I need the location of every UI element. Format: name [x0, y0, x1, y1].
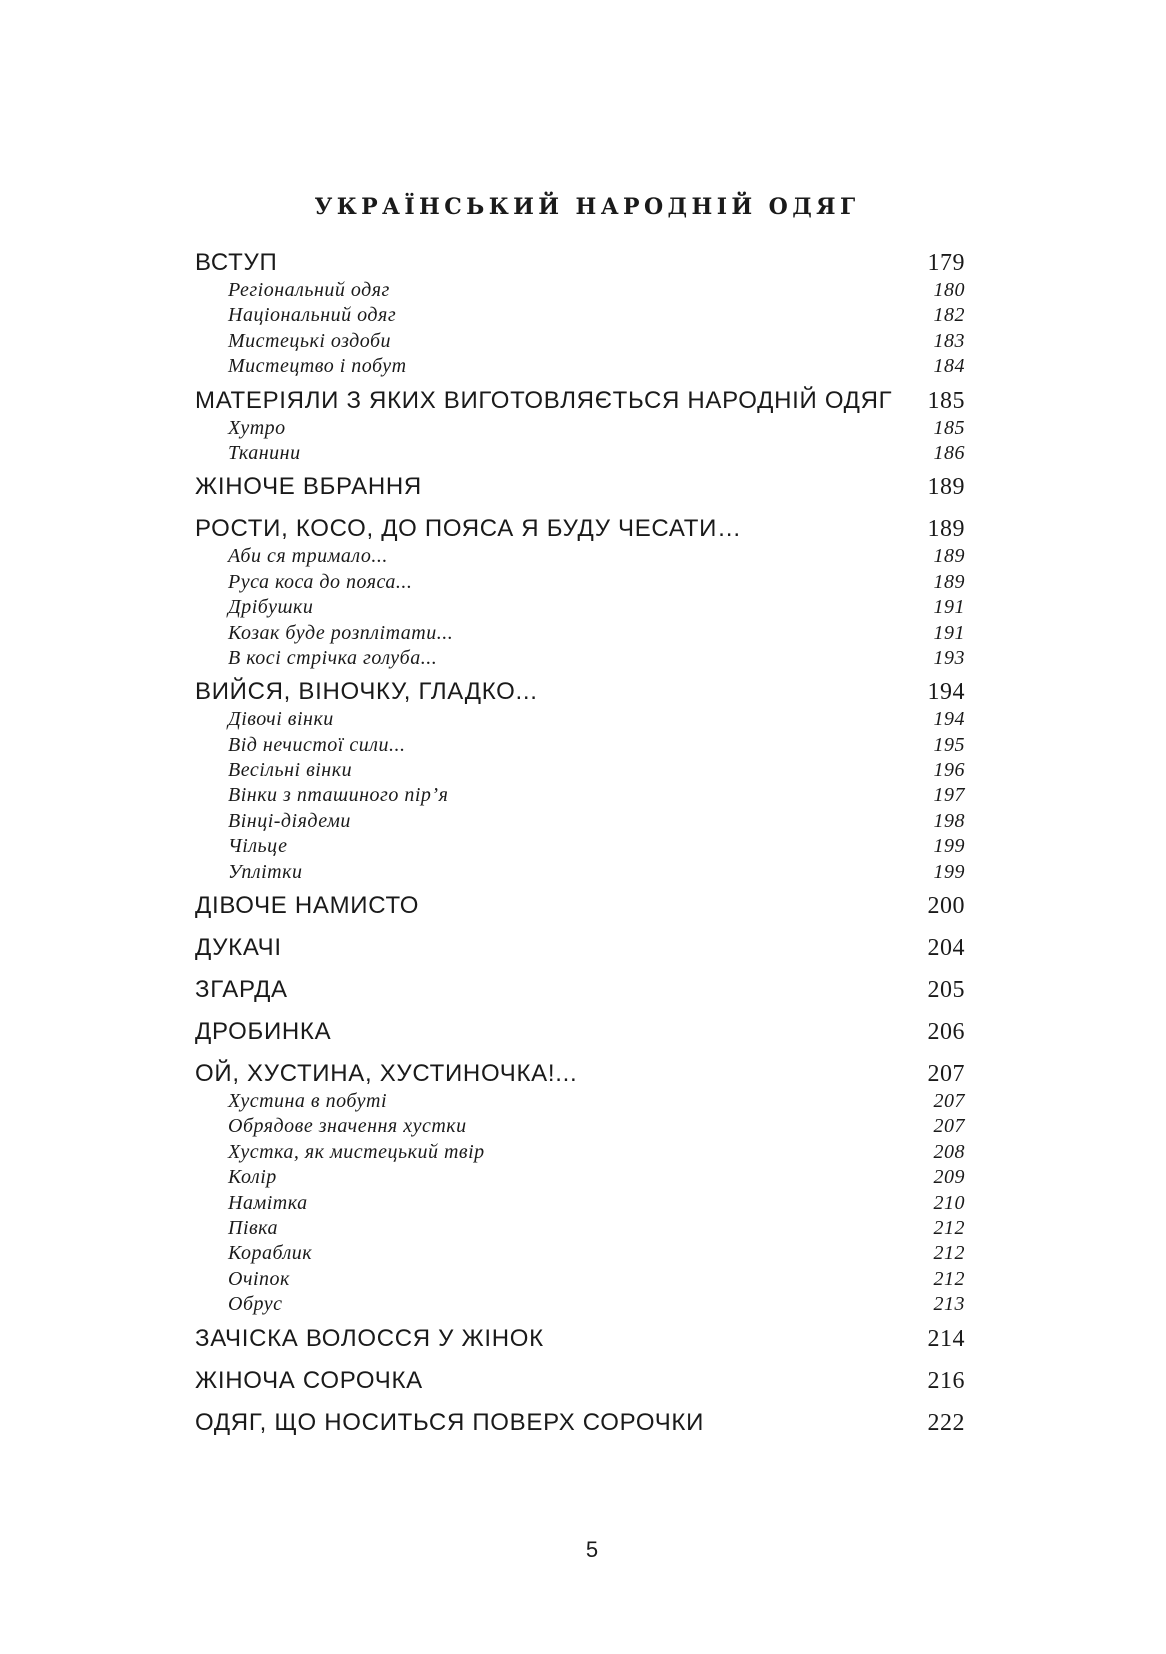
toc-section — [195, 677, 965, 885]
toc-section-title: РОСТИ, КОСО, ДО ПОЯСА Я БУДУ ЧЕСАТИ… — [195, 515, 742, 543]
toc-section-page: 222 — [927, 1409, 965, 1436]
toc-section-page: 206 — [927, 1019, 965, 1046]
toc-section-page: 216 — [927, 1367, 965, 1394]
toc-subsection-row[interactable] — [195, 1241, 965, 1266]
toc-subsection-title: Від нечистої сили... — [228, 733, 406, 756]
toc-subsection-page: 196 — [933, 759, 965, 782]
toc-subsection-row[interactable] — [195, 544, 965, 569]
toc-subsection-title: Колір — [228, 1166, 277, 1189]
toc-subsection-title: Регіональний одяг — [228, 279, 390, 301]
toc-subsection-row[interactable] — [195, 1267, 965, 1292]
toc-subsection-page: 212 — [933, 1216, 965, 1239]
toc-subsection-title: Козак буде розплітати... — [228, 621, 454, 644]
toc-subsection-row[interactable] — [195, 834, 965, 859]
toc-subsection-title: Кораблик — [228, 1242, 313, 1265]
toc-subsection-row[interactable] — [195, 758, 965, 783]
toc-section-row[interactable] — [195, 1408, 965, 1438]
table-of-contents — [195, 248, 965, 1438]
toc-subsection-page: 189 — [933, 545, 965, 568]
toc-subsection-row[interactable] — [195, 570, 965, 595]
toc-subsection-row[interactable] — [195, 621, 965, 646]
toc-subsection-row[interactable] — [195, 809, 965, 834]
toc-subsection-page: 207 — [933, 1090, 965, 1113]
toc-subsection-page: 189 — [933, 570, 965, 593]
toc-subsection-page: 185 — [933, 416, 965, 439]
toc-section-page: 189 — [927, 516, 965, 543]
toc-section-page: 179 — [927, 250, 965, 276]
toc-subsection-title: Обрядове значення хустки — [228, 1115, 467, 1138]
toc-section — [195, 1366, 965, 1396]
toc-section — [195, 891, 965, 921]
toc-subsection-row[interactable] — [195, 1165, 965, 1190]
toc-subsection-page: 191 — [933, 596, 965, 619]
toc-subsection-title: Півка — [228, 1216, 279, 1239]
toc-subsection-title: Хутро — [228, 416, 286, 439]
toc-section-page: 204 — [927, 935, 965, 962]
page-number: 5 — [585, 1537, 599, 1562]
toc-subsection-row[interactable] — [195, 441, 965, 466]
toc-section-page: 194 — [927, 679, 965, 706]
toc-section-row[interactable] — [195, 975, 965, 1005]
toc-subsection-row[interactable] — [195, 707, 965, 732]
toc-section-row[interactable] — [195, 1059, 965, 1089]
toc-subsection-row[interactable] — [195, 860, 965, 885]
toc-subsection-page: 195 — [933, 733, 965, 756]
toc-subsection-title: Весільні вінки — [228, 759, 353, 782]
toc-section-row[interactable] — [195, 472, 965, 502]
toc-subsection-title: Намітка — [228, 1191, 308, 1214]
toc-subsection-page: 183 — [933, 329, 965, 352]
toc-subsection-row[interactable] — [195, 1292, 965, 1317]
toc-section-row[interactable] — [195, 248, 965, 278]
toc-section-title: ОДЯГ, ЩО НОСИТЬСЯ ПОВЕРХ СОРОЧКИ — [195, 1408, 705, 1436]
toc-section-row[interactable] — [195, 933, 965, 963]
toc-subsection-title: Вінки з пташиного пір’я — [228, 784, 449, 807]
toc-subsection-page: 184 — [933, 355, 965, 378]
toc-subsection-title: Хустина в побуті — [228, 1090, 388, 1113]
toc-section-title: ВИЙСЯ, ВІНОЧКУ, ГЛАДКО... — [195, 678, 538, 706]
toc-section — [195, 472, 965, 502]
toc-section-row[interactable] — [195, 514, 965, 544]
toc-section-title: ЖІНОЧЕ ВБРАННЯ — [195, 473, 422, 501]
toc-subsection-title: Очіпок — [228, 1267, 290, 1290]
toc-section-page: 207 — [927, 1061, 965, 1088]
toc-subsection-title: Обрус — [228, 1293, 283, 1316]
toc-subsection-row[interactable] — [195, 354, 965, 379]
toc-subsection-page: 180 — [933, 279, 965, 301]
toc-section — [195, 1408, 965, 1438]
toc-subsection-title: Аби ся тримало... — [228, 545, 388, 568]
toc-section — [195, 514, 965, 671]
toc-section-title: ДІВОЧЕ НАМИСТО — [195, 892, 420, 920]
toc-subsection-row[interactable] — [195, 1216, 965, 1241]
toc-section-page: 189 — [927, 474, 965, 501]
toc-section-title: МАТЕРІЯЛИ З ЯКИХ ВИГОТОВЛЯЄТЬСЯ НАРОДНІЙ ОДЯГ — [195, 386, 893, 414]
toc-section — [195, 1324, 965, 1354]
toc-subsection-page: 193 — [933, 646, 965, 669]
toc-section-page: 185 — [927, 387, 965, 414]
toc-section-title: ЗАЧІСКА ВОЛОССЯ У ЖІНОК — [195, 1324, 544, 1352]
toc-section — [195, 386, 965, 467]
toc-section-page: 214 — [927, 1325, 965, 1352]
toc-section — [195, 248, 965, 380]
page-title: УКРАЇНСЬКИЙ НАРОДНІЙ ОДЯГ — [314, 194, 860, 220]
toc-subsection-page: 213 — [933, 1293, 965, 1316]
toc-subsection-title: Національний одяг — [228, 304, 397, 327]
toc-section-title: ВСТУП — [195, 249, 278, 276]
toc-subsection-row[interactable] — [195, 303, 965, 328]
toc-subsection-row[interactable] — [195, 416, 965, 441]
toc-subsection-title: Руса коса до пояса... — [228, 570, 413, 593]
toc-subsection-title: В косі стрічка голуба... — [228, 646, 438, 669]
toc-subsection-page: 210 — [933, 1191, 965, 1214]
toc-subsection-page: 207 — [933, 1115, 965, 1138]
toc-subsection-page: 198 — [933, 809, 965, 832]
toc-subsection-page: 191 — [933, 621, 965, 644]
toc-subsection-page: 199 — [933, 835, 965, 858]
toc-subsection-title: Дрібушки — [228, 596, 314, 619]
toc-section-title: ЗГАРДА — [195, 976, 288, 1004]
toc-section-page: 205 — [927, 977, 965, 1004]
toc-subsection-row[interactable] — [195, 733, 965, 758]
toc-subsection-page: 212 — [933, 1267, 965, 1290]
toc-subsection-row[interactable] — [195, 783, 965, 808]
toc-section-title: ДРОБИНКА — [195, 1018, 332, 1046]
toc-section-title: ЖІНОЧА СОРОЧКА — [195, 1366, 423, 1394]
toc-subsection-page: 208 — [933, 1140, 965, 1163]
toc-section-title: ДУКАЧІ — [195, 934, 282, 962]
toc-section — [195, 1017, 965, 1047]
toc-subsection-row[interactable] — [195, 1140, 965, 1165]
toc-subsection-title: Чільце — [228, 835, 288, 858]
toc-subsection-page: 186 — [933, 441, 965, 464]
toc-subsection-title: Уплітки — [228, 860, 303, 883]
toc-subsection-title: Дівочі вінки — [228, 708, 334, 731]
toc-subsection-page: 182 — [933, 304, 965, 327]
toc-subsection-row[interactable] — [195, 329, 965, 354]
toc-section-page: 200 — [927, 893, 965, 920]
toc-subsection-row[interactable] — [195, 1191, 965, 1216]
toc-subsection-title: Вінці-діядеми — [228, 809, 351, 832]
toc-subsection-title: Мистецькі оздоби — [228, 329, 392, 352]
toc-section-title: ОЙ, ХУСТИНА, ХУСТИНОЧКА!... — [195, 1060, 578, 1088]
toc-subsection-row[interactable] — [195, 646, 965, 671]
toc-section-row[interactable] — [195, 1324, 965, 1354]
toc-subsection-title: Хустка, як мистецький твір — [228, 1140, 485, 1163]
toc-subsection-page: 199 — [933, 860, 965, 883]
toc-section-row[interactable] — [195, 386, 965, 416]
toc-section — [195, 975, 965, 1005]
toc-section — [195, 1059, 965, 1318]
toc-section-row[interactable] — [195, 1017, 965, 1047]
toc-section-row[interactable] — [195, 677, 965, 707]
toc-subsection-title: Тканини — [228, 441, 301, 464]
toc-subsection-row[interactable] — [195, 1089, 965, 1114]
toc-subsection-title: Мистецтво і побут — [228, 355, 407, 378]
toc-subsection-row[interactable] — [195, 595, 965, 620]
toc-subsection-page: 197 — [933, 784, 965, 807]
toc-subsection-page: 194 — [933, 708, 965, 731]
toc-subsection-page: 209 — [933, 1166, 965, 1189]
toc-section-row[interactable] — [195, 1366, 965, 1396]
toc-subsection-row[interactable] — [195, 1114, 965, 1139]
toc-section-row[interactable] — [195, 891, 965, 921]
toc-subsection-row[interactable] — [195, 278, 965, 303]
toc-subsection-page: 212 — [933, 1242, 965, 1265]
toc-section — [195, 933, 965, 963]
